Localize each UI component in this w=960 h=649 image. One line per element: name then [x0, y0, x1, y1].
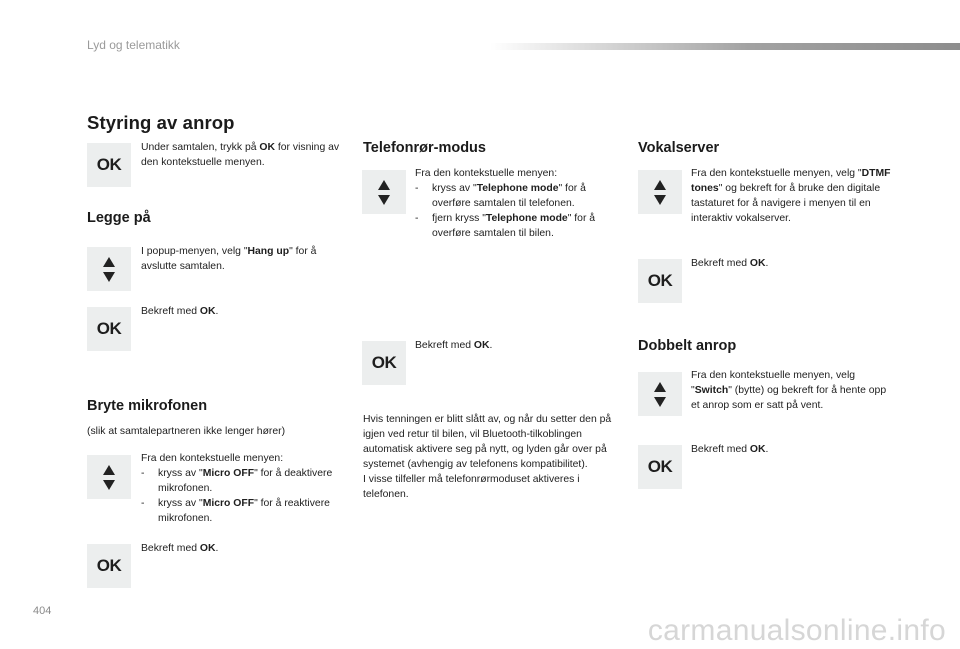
ok-button-icon — [87, 307, 131, 351]
text-part: for visning av den kontekstuelle menyen. — [141, 142, 340, 168]
hang-up-confirm — [141, 304, 346, 319]
list-dash: - — [415, 183, 419, 194]
section-title-double-call: Dobbelt anrop — [638, 338, 737, 354]
ok-button-icon — [362, 341, 406, 385]
page-number: 404 — [33, 605, 52, 617]
up-down-arrows-icon — [362, 170, 406, 214]
text-bold: Telephone mode — [476, 183, 559, 194]
running-header: Lyd og telematikk — [87, 38, 180, 52]
ok-button-icon — [638, 445, 682, 489]
text-part: " for å overføre samtalen til telefonen. — [432, 183, 586, 209]
text-part: " for å overføre samtalen til bilen. — [432, 213, 596, 239]
arrow-down-icon — [654, 397, 666, 407]
text-bold: OK — [749, 444, 766, 455]
voice-server-confirm — [691, 256, 896, 271]
mute-mic-steps — [141, 451, 346, 526]
up-down-arrows-icon — [87, 247, 131, 291]
section-title-call-control: Styring av anrop — [87, 112, 235, 133]
handset-mode-steps — [415, 166, 620, 241]
list-item — [415, 181, 620, 211]
handset-mode-confirm — [415, 338, 620, 353]
list-item — [141, 466, 346, 496]
text-part: Under samtalen, trykk på — [141, 142, 260, 153]
text-bold: Telephone mode — [485, 213, 568, 224]
hang-up-step — [141, 244, 346, 274]
list-dash: - — [141, 498, 145, 509]
arrow-up-icon — [378, 180, 390, 190]
voice-server-step — [691, 166, 901, 226]
text-part: kryss av " — [158, 468, 203, 479]
list-dash: - — [415, 213, 419, 224]
text-part: " for å reaktivere mikrofonen. — [158, 498, 330, 524]
ok-label: OK — [96, 556, 122, 575]
text-bold: OK — [259, 142, 275, 153]
arrow-down-icon — [378, 195, 390, 205]
list-dash: - — [141, 468, 145, 479]
ok-button-icon — [87, 143, 131, 187]
mute-mic-confirm — [141, 541, 346, 556]
text-part: Fra den kontekstuelle menyen, velg " — [691, 168, 862, 179]
text-part: kryss av " — [158, 498, 203, 509]
ok-button-icon — [87, 544, 131, 588]
ok-label: OK — [96, 319, 122, 338]
text-part: " for å avslutte samtalen. — [141, 246, 317, 272]
arrow-up-icon — [103, 465, 115, 475]
ok-label: OK — [371, 353, 397, 372]
list-item — [415, 211, 620, 241]
text-part: Bekreft med — [691, 258, 750, 269]
up-down-arrows-icon — [87, 455, 131, 499]
text-part: Bekreft med — [141, 306, 200, 317]
text-part: . — [215, 543, 219, 554]
arrow-down-icon — [103, 272, 115, 282]
up-down-arrows-icon — [638, 372, 682, 416]
steps-intro: Fra den kontekstuelle menyen: — [141, 453, 284, 464]
arrow-up-icon — [654, 382, 666, 392]
text-part: . — [215, 306, 219, 317]
ok-button-icon — [638, 259, 682, 303]
note-paragraph: I visse tilfeller må telefonrørmoduset aktiveres i telefonen. — [363, 474, 580, 500]
note-paragraph: Hvis tenningen er blitt slått av, og når du setter den på igjen ved retur til bilen, vil Bluetooth-tilkoblingen automatisk aktivere seg på nytt, og lyden går over på systemet (avhengig av telefonens kompatibilitet). — [363, 414, 612, 470]
call-control-intro — [141, 140, 346, 170]
arrow-up-icon — [103, 257, 115, 267]
text-bold: OK — [199, 306, 216, 317]
text-bold: DTMF tones — [691, 168, 891, 194]
text-part: . — [765, 444, 769, 455]
text-bold: OK — [749, 258, 766, 269]
text-part: " for å deaktivere mikrofonen. — [158, 468, 333, 494]
text-part: Bekreft med — [141, 543, 200, 554]
handset-mode-note — [363, 412, 618, 502]
arrow-down-icon — [103, 480, 115, 490]
text-part: " og bekreft for å bruke den digitale tastaturet for å navigere i menyen til en interaktiv vokalserver. — [691, 183, 881, 224]
text-bold: OK — [199, 543, 216, 554]
ok-label: OK — [647, 457, 673, 476]
text-bold: Hang up — [247, 246, 290, 257]
double-call-step — [691, 368, 896, 413]
text-part: kryss av " — [432, 183, 477, 194]
text-part: fjern kryss " — [432, 213, 486, 224]
section-title-hang-up: Legge på — [87, 210, 151, 226]
watermark: carmanualsonline.info — [647, 614, 946, 647]
text-bold: Switch — [694, 385, 729, 396]
ok-label: OK — [96, 155, 122, 174]
text-part: " (bytte) og bekreft for å hente opp et anrop som er satt på vent. — [691, 385, 887, 411]
ok-label: OK — [647, 271, 673, 290]
text-part: . — [489, 340, 493, 351]
text-part: Fra den kontekstuelle menyen, velg " — [691, 370, 856, 396]
arrow-up-icon — [654, 180, 666, 190]
section-title-mute-mic: Bryte mikrofonen — [87, 398, 208, 414]
mute-mic-note: (slik at samtalepartneren ikke lenger hører) — [87, 426, 286, 437]
text-bold: OK — [473, 340, 490, 351]
text-part: Bekreft med — [691, 444, 750, 455]
header-rule — [490, 43, 960, 50]
text-bold: Micro OFF — [202, 468, 255, 479]
text-bold: Micro OFF — [202, 498, 255, 509]
text-part: Bekreft med — [415, 340, 474, 351]
up-down-arrows-icon — [638, 170, 682, 214]
double-call-confirm — [691, 442, 896, 457]
steps-intro: Fra den kontekstuelle menyen: — [415, 168, 558, 179]
text-part: . — [765, 258, 769, 269]
section-title-handset-mode: Telefonrør-modus — [363, 140, 486, 156]
text-part: I popup-menyen, velg " — [141, 246, 248, 257]
arrow-down-icon — [654, 195, 666, 205]
list-item — [141, 496, 346, 526]
section-title-voice-server: Vokalserver — [638, 140, 720, 156]
